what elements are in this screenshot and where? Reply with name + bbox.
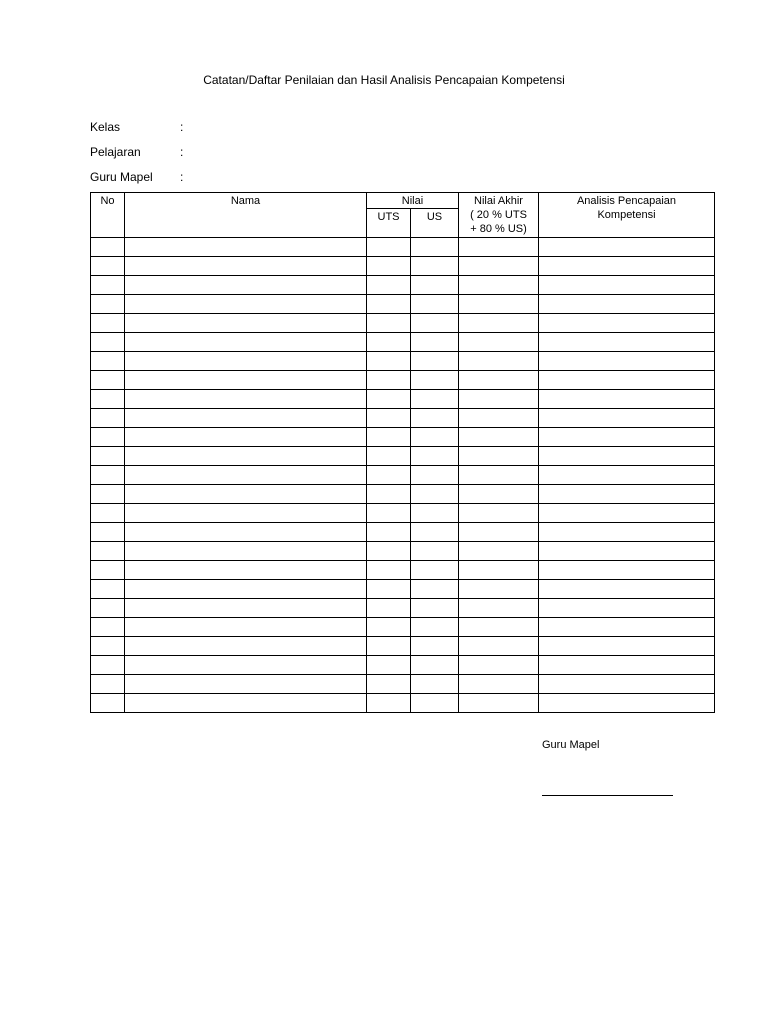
cell-us [411, 295, 459, 314]
cell-uts [367, 561, 411, 580]
cell-analisis [539, 523, 715, 542]
cell-analisis [539, 694, 715, 713]
cell-nilai-akhir [459, 314, 539, 333]
cell-nilai-akhir [459, 295, 539, 314]
cell-nilai-akhir [459, 333, 539, 352]
cell-no [91, 542, 125, 561]
cell-uts [367, 542, 411, 561]
cell-uts [367, 238, 411, 257]
cell-no [91, 352, 125, 371]
cell-uts [367, 409, 411, 428]
cell-us [411, 675, 459, 694]
cell-nilai-akhir [459, 637, 539, 656]
cell-us [411, 504, 459, 523]
cell-analisis [539, 447, 715, 466]
cell-analisis [539, 618, 715, 637]
cell-nilai-akhir [459, 656, 539, 675]
cell-no [91, 466, 125, 485]
table-row [91, 637, 715, 656]
table-row [91, 504, 715, 523]
cell-us [411, 314, 459, 333]
cell-nama [125, 428, 367, 447]
cell-analisis [539, 542, 715, 561]
cell-us [411, 694, 459, 713]
cell-analisis [539, 314, 715, 333]
cell-nama [125, 371, 367, 390]
cell-uts [367, 333, 411, 352]
table-row [91, 257, 715, 276]
cell-no [91, 599, 125, 618]
cell-uts [367, 656, 411, 675]
table-row [91, 352, 715, 371]
cell-analisis [539, 238, 715, 257]
cell-analisis [539, 504, 715, 523]
field-colon: : [180, 145, 184, 159]
cell-analisis [539, 466, 715, 485]
cell-uts [367, 485, 411, 504]
cell-nama [125, 656, 367, 675]
cell-nilai-akhir [459, 599, 539, 618]
header-nama: Nama [125, 193, 367, 238]
table-row [91, 485, 715, 504]
cell-nama [125, 295, 367, 314]
table-row [91, 618, 715, 637]
cell-uts [367, 352, 411, 371]
cell-uts [367, 618, 411, 637]
field-label: Pelajaran [90, 145, 141, 159]
cell-nilai-akhir [459, 466, 539, 485]
table-row [91, 295, 715, 314]
cell-analisis [539, 295, 715, 314]
header-nilai-akhir-line: Nilai Akhir [474, 195, 523, 207]
cell-uts [367, 295, 411, 314]
cell-analisis [539, 257, 715, 276]
table-row [91, 390, 715, 409]
signature-label: Guru Mapel [542, 739, 600, 751]
header-nilai: Nilai [367, 193, 459, 209]
cell-uts [367, 257, 411, 276]
table-row [91, 542, 715, 561]
cell-uts [367, 504, 411, 523]
table-row [91, 656, 715, 675]
table-row [91, 276, 715, 295]
cell-no [91, 238, 125, 257]
cell-no [91, 561, 125, 580]
cell-uts [367, 428, 411, 447]
cell-no [91, 504, 125, 523]
cell-nilai-akhir [459, 276, 539, 295]
header-us: US [411, 209, 459, 238]
cell-uts [367, 276, 411, 295]
cell-nama [125, 618, 367, 637]
table-row [91, 523, 715, 542]
cell-us [411, 580, 459, 599]
cell-no [91, 485, 125, 504]
cell-nama [125, 599, 367, 618]
cell-analisis [539, 599, 715, 618]
cell-no [91, 409, 125, 428]
cell-nilai-akhir [459, 447, 539, 466]
cell-analisis [539, 580, 715, 599]
header-analisis-line: Analisis Pencapaian [576, 195, 677, 207]
cell-us [411, 428, 459, 447]
cell-us [411, 409, 459, 428]
cell-analisis [539, 352, 715, 371]
cell-uts [367, 447, 411, 466]
cell-analisis [539, 428, 715, 447]
cell-uts [367, 637, 411, 656]
cell-analisis [539, 371, 715, 390]
cell-nama [125, 675, 367, 694]
field-label: Guru Mapel [90, 170, 153, 184]
assessment-table [90, 192, 715, 713]
cell-us [411, 656, 459, 675]
table-row [91, 466, 715, 485]
cell-nilai-akhir [459, 580, 539, 599]
signature-line [542, 795, 673, 796]
cell-us [411, 637, 459, 656]
cell-nama [125, 466, 367, 485]
header-nilai-akhir-line: ( 20 % UTS [470, 209, 527, 221]
table-row [91, 333, 715, 352]
cell-nilai-akhir [459, 371, 539, 390]
table-row [91, 238, 715, 257]
cell-uts [367, 580, 411, 599]
cell-us [411, 352, 459, 371]
cell-nilai-akhir [459, 485, 539, 504]
field-label: Kelas [90, 120, 121, 134]
cell-no [91, 694, 125, 713]
header-nilai-akhir-line: + 80 % US) [470, 223, 527, 235]
table-body [91, 238, 715, 713]
cell-us [411, 371, 459, 390]
table-row [91, 371, 715, 390]
cell-nilai-akhir [459, 618, 539, 637]
cell-nilai-akhir [459, 390, 539, 409]
cell-analisis [539, 409, 715, 428]
field-colon: : [180, 170, 184, 184]
table-row [91, 409, 715, 428]
cell-analisis [539, 276, 715, 295]
cell-us [411, 257, 459, 276]
cell-us [411, 618, 459, 637]
cell-nama [125, 333, 367, 352]
cell-no [91, 523, 125, 542]
cell-us [411, 390, 459, 409]
cell-no [91, 447, 125, 466]
cell-nilai-akhir [459, 561, 539, 580]
cell-us [411, 599, 459, 618]
table-row [91, 314, 715, 333]
cell-nilai-akhir [459, 523, 539, 542]
cell-no [91, 371, 125, 390]
field-colon: : [180, 120, 184, 134]
cell-nilai-akhir [459, 428, 539, 447]
cell-nama [125, 580, 367, 599]
cell-uts [367, 599, 411, 618]
cell-uts [367, 371, 411, 390]
cell-us [411, 561, 459, 580]
cell-no [91, 314, 125, 333]
cell-uts [367, 523, 411, 542]
cell-no [91, 390, 125, 409]
cell-us [411, 466, 459, 485]
cell-us [411, 447, 459, 466]
cell-nama [125, 694, 367, 713]
cell-analisis [539, 656, 715, 675]
header-uts: UTS [367, 209, 411, 238]
cell-nilai-akhir [459, 675, 539, 694]
cell-nama [125, 409, 367, 428]
header-nilai-akhir [459, 193, 539, 238]
cell-us [411, 238, 459, 257]
cell-us [411, 542, 459, 561]
cell-analisis [539, 333, 715, 352]
cell-analisis [539, 637, 715, 656]
header-analisis [539, 193, 715, 238]
table-row [91, 447, 715, 466]
cell-nama [125, 257, 367, 276]
cell-nama [125, 390, 367, 409]
cell-nama [125, 561, 367, 580]
cell-nilai-akhir [459, 409, 539, 428]
cell-uts [367, 694, 411, 713]
table-row [91, 561, 715, 580]
cell-uts [367, 466, 411, 485]
cell-nama [125, 637, 367, 656]
cell-no [91, 580, 125, 599]
cell-no [91, 675, 125, 694]
table-row [91, 580, 715, 599]
table-row [91, 675, 715, 694]
cell-uts [367, 314, 411, 333]
cell-analisis [539, 485, 715, 504]
cell-nama [125, 352, 367, 371]
header-analisis-line: Kompetensi [597, 209, 656, 221]
cell-nama [125, 447, 367, 466]
cell-no [91, 428, 125, 447]
cell-no [91, 276, 125, 295]
cell-no [91, 637, 125, 656]
cell-nama [125, 542, 367, 561]
cell-nama [125, 523, 367, 542]
cell-nilai-akhir [459, 542, 539, 561]
cell-no [91, 295, 125, 314]
cell-nama [125, 238, 367, 257]
document-title: Catatan/Daftar Penilaian dan Hasil Analisis Pencapaian Kompetensi [203, 73, 565, 87]
cell-us [411, 523, 459, 542]
table-row [91, 694, 715, 713]
cell-nilai-akhir [459, 352, 539, 371]
table-row [91, 428, 715, 447]
cell-analisis [539, 390, 715, 409]
cell-nilai-akhir [459, 257, 539, 276]
cell-us [411, 485, 459, 504]
header-no: No [91, 193, 125, 238]
cell-us [411, 333, 459, 352]
cell-nama [125, 485, 367, 504]
cell-nama [125, 504, 367, 523]
cell-nama [125, 314, 367, 333]
cell-nama [125, 276, 367, 295]
cell-uts [367, 675, 411, 694]
table-row [91, 599, 715, 618]
cell-analisis [539, 561, 715, 580]
cell-us [411, 276, 459, 295]
cell-no [91, 618, 125, 637]
cell-no [91, 656, 125, 675]
cell-nilai-akhir [459, 694, 539, 713]
cell-no [91, 257, 125, 276]
cell-nilai-akhir [459, 238, 539, 257]
cell-nilai-akhir [459, 504, 539, 523]
cell-analisis [539, 675, 715, 694]
cell-uts [367, 390, 411, 409]
cell-no [91, 333, 125, 352]
